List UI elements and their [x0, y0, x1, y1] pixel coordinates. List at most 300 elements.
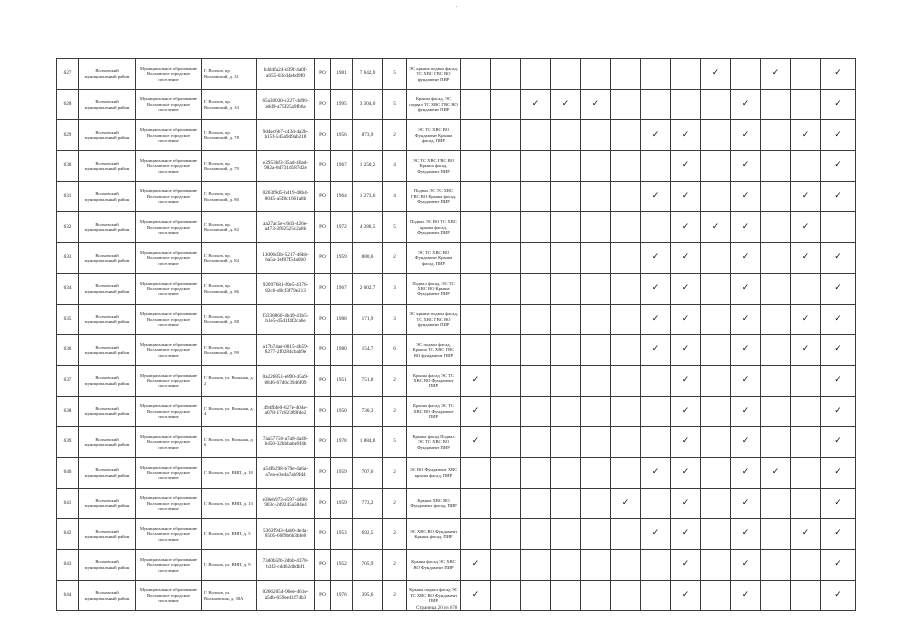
- address-cell: Г. Волхов, пр. Волховский, д. 33: [202, 89, 257, 120]
- count-cell: 3: [383, 273, 407, 304]
- count-cell: 2: [383, 519, 407, 550]
- empty-cell: [761, 304, 791, 335]
- empty-cell: [491, 120, 521, 151]
- area-cell: 1 250,2: [353, 151, 383, 182]
- count-cell: 4: [383, 151, 407, 182]
- empty-cell: [521, 212, 551, 243]
- year-cell: 1995: [331, 89, 353, 120]
- checkmark-icon: ✓: [761, 59, 791, 90]
- count-cell: 5: [383, 89, 407, 120]
- checkmark-icon: ✓: [461, 365, 491, 396]
- checkmark-icon: ✓: [731, 212, 761, 243]
- checkmark-icon: ✓: [671, 181, 701, 212]
- empty-cell: [461, 59, 491, 90]
- house-guid-cell: 494fbfe0-627e-404e-a078-17c82389fde2: [257, 396, 315, 427]
- year-cell: 1980: [331, 335, 353, 366]
- address-cell: Г. Волхов, пр. Волховский, д. 79: [202, 151, 257, 182]
- empty-cell: [791, 488, 821, 519]
- count-cell: 6: [383, 335, 407, 366]
- works-cell: ЭС ТС ХВС ВО Фундамент Крыша фасад, ПИР: [407, 243, 461, 274]
- empty-cell: [791, 59, 821, 90]
- address-cell: Г. Волхов, пр. Волховский, д. 82: [202, 212, 257, 243]
- empty-cell: [521, 335, 551, 366]
- empty-cell: [701, 335, 731, 366]
- empty-cell: [761, 243, 791, 274]
- type-cell: РО: [315, 304, 331, 335]
- row-number: 636: [57, 335, 79, 366]
- empty-cell: [701, 151, 731, 182]
- checkmark-icon: ✓: [611, 488, 641, 519]
- table-row: [57, 59, 856, 90]
- works-cell: Крыша фасад ЭС ТС ХВС ВО Фундамент ПИР: [407, 396, 461, 427]
- table-row: [57, 89, 856, 120]
- empty-cell: [521, 457, 551, 488]
- table-row: [57, 151, 856, 182]
- checkmark-icon: ✓: [641, 457, 671, 488]
- address-cell: Г. Волхов, ул. ВНП, д. 13: [202, 488, 257, 519]
- empty-cell: [581, 335, 611, 366]
- house-guid-cell: 0263f9d5-b419-48b4-8045-a5f8c1661a8b: [257, 181, 315, 212]
- works-cell: Крыша фасад ЭС ТС ХВС ВО Фундамент ПИР: [407, 365, 461, 396]
- year-cell: 1952: [331, 550, 353, 581]
- year-cell: 1981: [331, 59, 353, 90]
- empty-cell: [581, 580, 611, 611]
- district-cell: Волховский муниципальный район: [79, 488, 136, 519]
- empty-cell: [761, 89, 791, 120]
- empty-cell: [551, 580, 581, 611]
- empty-cell: [491, 457, 521, 488]
- settlement-cell: Муниципальное образование Волховское городское поселение: [136, 89, 202, 120]
- table-row: [57, 488, 856, 519]
- settlement-cell: Муниципальное образование Волховское городское поселение: [136, 212, 202, 243]
- type-cell: РО: [315, 488, 331, 519]
- area-cell: 3 304,0: [353, 89, 383, 120]
- empty-cell: [521, 181, 551, 212]
- checkmark-icon: ✓: [821, 488, 856, 519]
- checkmark-icon: ✓: [701, 59, 731, 90]
- empty-cell: [731, 59, 761, 90]
- empty-cell: [791, 365, 821, 396]
- checkmark-icon: ✓: [791, 181, 821, 212]
- empty-cell: [581, 120, 611, 151]
- checkmark-icon: ✓: [821, 120, 856, 151]
- empty-cell: [791, 427, 821, 458]
- settlement-cell: Муниципальное образование Волховское городское поселение: [136, 181, 202, 212]
- empty-cell: [551, 273, 581, 304]
- type-cell: РО: [315, 396, 331, 427]
- empty-cell: [461, 519, 491, 550]
- empty-cell: [551, 365, 581, 396]
- address-cell: Г. Волхов, ул. ВНП, д. 9: [202, 550, 257, 581]
- area-cell: 773,2: [353, 488, 383, 519]
- empty-cell: [461, 335, 491, 366]
- checkmark-icon: ✓: [461, 396, 491, 427]
- empty-cell: [761, 427, 791, 458]
- empty-cell: [461, 89, 491, 120]
- area-cell: 4 280,5: [353, 212, 383, 243]
- district-cell: Волховский муниципальный район: [79, 365, 136, 396]
- count-cell: 4: [383, 181, 407, 212]
- row-number: 633: [57, 243, 79, 274]
- checkmark-icon: ✓: [821, 273, 856, 304]
- district-cell: Волховский муниципальный район: [79, 457, 136, 488]
- empty-cell: [491, 519, 521, 550]
- year-cell: 1976: [331, 580, 353, 611]
- district-cell: Волховский муниципальный район: [79, 151, 136, 182]
- row-number: 630: [57, 151, 79, 182]
- empty-cell: [551, 151, 581, 182]
- empty-cell: [491, 427, 521, 458]
- empty-cell: [581, 212, 611, 243]
- checkmark-icon: ✓: [731, 396, 761, 427]
- checkmark-icon: ✓: [821, 427, 856, 458]
- house-guid-cell: e38eb973-e597-4d98-903c-2d9245a584e4: [257, 488, 315, 519]
- empty-cell: [521, 273, 551, 304]
- empty-cell: [551, 181, 581, 212]
- empty-cell: [701, 519, 731, 550]
- type-cell: РО: [315, 120, 331, 151]
- empty-cell: [491, 151, 521, 182]
- address-cell: Г. Волхов, пр. Волховский, д. 80: [202, 181, 257, 212]
- empty-cell: [581, 59, 611, 90]
- works-cell: Крыша фасад Подвал ЭС ТС ХВС ВО Фундамент ПИР: [407, 427, 461, 458]
- empty-cell: [701, 488, 731, 519]
- empty-cell: [671, 59, 701, 90]
- page-footer: Страница 20 из 678: [416, 606, 458, 611]
- checkmark-icon: ✓: [701, 212, 731, 243]
- type-cell: РО: [315, 212, 331, 243]
- empty-cell: [641, 365, 671, 396]
- address-cell: Г. Волхов, пр. Волховский, д. 99: [202, 335, 257, 366]
- year-cell: 1959: [331, 457, 353, 488]
- house-guid-cell: 9d4ec6b7-c43d-4a2b-b15f-545a9d9ab218: [257, 120, 315, 151]
- empty-cell: [581, 427, 611, 458]
- empty-cell: [521, 427, 551, 458]
- empty-cell: [761, 580, 791, 611]
- empty-cell: [611, 550, 641, 581]
- settlement-cell: Муниципальное образование Волховское городское поселение: [136, 550, 202, 581]
- area-cell: 692,5: [353, 519, 383, 550]
- empty-cell: [791, 151, 821, 182]
- house-guid-cell: a17b74ae-0815-4b59-8277-2f0284cbab9e: [257, 335, 315, 366]
- district-cell: Волховский муниципальный район: [79, 396, 136, 427]
- house-guid-cell: aa27ac5e-c0d3-426e-a473-2f62525c2a8b: [257, 212, 315, 243]
- year-cell: 1950: [331, 396, 353, 427]
- checkmark-icon: ✓: [641, 519, 671, 550]
- checkmark-icon: ✓: [671, 457, 701, 488]
- checkmark-icon: ✓: [821, 89, 856, 120]
- row-number: 634: [57, 273, 79, 304]
- row-number: 631: [57, 181, 79, 212]
- area-cell: 1 273,6: [353, 181, 383, 212]
- area-cell: 880,6: [353, 243, 383, 274]
- type-cell: РО: [315, 519, 331, 550]
- empty-cell: [491, 488, 521, 519]
- empty-cell: [701, 580, 731, 611]
- count-cell: 2: [383, 550, 407, 581]
- checkmark-icon: ✓: [671, 580, 701, 611]
- settlement-cell: Муниципальное образование Волховское городское поселение: [136, 243, 202, 274]
- scan-mark: [456, 6, 457, 7]
- empty-cell: [581, 550, 611, 581]
- register-body: [57, 59, 856, 611]
- year-cell: 1978: [331, 427, 353, 458]
- empty-cell: [551, 120, 581, 151]
- empty-cell: [551, 488, 581, 519]
- checkmark-icon: ✓: [791, 335, 821, 366]
- empty-cell: [611, 181, 641, 212]
- empty-cell: [671, 89, 701, 120]
- empty-cell: [701, 89, 731, 120]
- checkmark-icon: ✓: [671, 212, 701, 243]
- settlement-cell: Муниципальное образование Волховское городское поселение: [136, 304, 202, 335]
- row-number: 639: [57, 427, 79, 458]
- type-cell: РО: [315, 457, 331, 488]
- checkmark-icon: ✓: [641, 243, 671, 274]
- area-cell: 395,6: [353, 580, 383, 611]
- count-cell: 3: [383, 304, 407, 335]
- table-row: [57, 335, 856, 366]
- empty-cell: [701, 181, 731, 212]
- table-row: [57, 243, 856, 274]
- empty-cell: [701, 243, 731, 274]
- empty-cell: [761, 120, 791, 151]
- checkmark-icon: ✓: [791, 212, 821, 243]
- empty-cell: [491, 365, 521, 396]
- checkmark-icon: ✓: [461, 580, 491, 611]
- empty-cell: [551, 519, 581, 550]
- district-cell: Волховский муниципальный район: [79, 550, 136, 581]
- house-guid-cell: 65a30030-c227-4d96-a0d9-a75f25a9fb6a: [257, 89, 315, 120]
- empty-cell: [701, 457, 731, 488]
- checkmark-icon: ✓: [671, 365, 701, 396]
- count-cell: 2: [383, 457, 407, 488]
- empty-cell: [521, 243, 551, 274]
- empty-cell: [491, 580, 521, 611]
- type-cell: РО: [315, 181, 331, 212]
- checkmark-icon: ✓: [761, 457, 791, 488]
- count-cell: 5: [383, 212, 407, 243]
- empty-cell: [521, 151, 551, 182]
- empty-cell: [551, 427, 581, 458]
- checkmark-icon: ✓: [791, 304, 821, 335]
- empty-cell: [611, 427, 641, 458]
- empty-cell: [611, 304, 641, 335]
- empty-cell: [461, 120, 491, 151]
- empty-cell: [491, 181, 521, 212]
- year-cell: 1967: [331, 151, 353, 182]
- empty-cell: [551, 304, 581, 335]
- empty-cell: [581, 273, 611, 304]
- empty-cell: [581, 181, 611, 212]
- table-row: [57, 427, 856, 458]
- empty-cell: [551, 59, 581, 90]
- empty-cell: [551, 396, 581, 427]
- checkmark-icon: ✓: [671, 519, 701, 550]
- empty-cell: [461, 181, 491, 212]
- district-cell: Волховский муниципальный район: [79, 89, 136, 120]
- house-guid-cell: e2953bf3-35ad-40ad-982a-8d731d587d2e: [257, 151, 315, 182]
- checkmark-icon: ✓: [551, 89, 581, 120]
- year-cell: 1956: [331, 120, 353, 151]
- empty-cell: [521, 550, 551, 581]
- row-number: 641: [57, 488, 79, 519]
- empty-cell: [611, 243, 641, 274]
- settlement-cell: Муниципальное образование Волховское городское поселение: [136, 396, 202, 427]
- checkmark-icon: ✓: [821, 181, 856, 212]
- area-cell: 705,9: [353, 550, 383, 581]
- checkmark-icon: ✓: [731, 519, 761, 550]
- empty-cell: [641, 89, 671, 120]
- count-cell: 2: [383, 580, 407, 611]
- checkmark-icon: ✓: [731, 120, 761, 151]
- works-cell: Подвал ЭС ВО ТС ХВС крыша фасад, Фундамент ПИР: [407, 212, 461, 243]
- empty-cell: [551, 457, 581, 488]
- empty-cell: [581, 151, 611, 182]
- district-cell: Волховский муниципальный район: [79, 243, 136, 274]
- checkmark-icon: ✓: [641, 335, 671, 366]
- empty-cell: [611, 120, 641, 151]
- checkmark-icon: ✓: [731, 457, 761, 488]
- checkmark-icon: ✓: [731, 181, 761, 212]
- empty-cell: [521, 580, 551, 611]
- house-guid-cell: 13006d3b-5217-46bb-ba5a-1ef87f54a0b0: [257, 243, 315, 274]
- count-cell: 2: [383, 120, 407, 151]
- empty-cell: [461, 243, 491, 274]
- empty-cell: [701, 273, 731, 304]
- empty-cell: [761, 550, 791, 581]
- area-cell: 1 884,8: [353, 427, 383, 458]
- address-cell: Г. Волхов, пр. Волховский, д. 86: [202, 273, 257, 304]
- empty-cell: [551, 243, 581, 274]
- district-cell: Волховский муниципальный район: [79, 519, 136, 550]
- empty-cell: [791, 89, 821, 120]
- checkmark-icon: ✓: [731, 335, 761, 366]
- house-guid-cell: 02662054-96ee-461e-a5db-659ee41f74b3: [257, 580, 315, 611]
- checkmark-icon: ✓: [671, 151, 701, 182]
- empty-cell: [611, 151, 641, 182]
- empty-cell: [491, 335, 521, 366]
- checkmark-icon: ✓: [461, 427, 491, 458]
- checkmark-icon: ✓: [461, 550, 491, 581]
- empty-cell: [581, 243, 611, 274]
- checkmark-icon: ✓: [821, 396, 856, 427]
- year-cell: 1959: [331, 243, 353, 274]
- empty-cell: [791, 580, 821, 611]
- type-cell: РО: [315, 580, 331, 611]
- checkmark-icon: ✓: [731, 89, 761, 120]
- district-cell: Волховский муниципальный район: [79, 120, 136, 151]
- type-cell: РО: [315, 151, 331, 182]
- empty-cell: [701, 304, 731, 335]
- table-row: [57, 304, 856, 335]
- empty-cell: [701, 550, 731, 581]
- district-cell: Волховский муниципальный район: [79, 181, 136, 212]
- address-cell: Г. Волхов, ул. Вольная, д. 4: [202, 396, 257, 427]
- settlement-cell: Муниципальное образование Волховское городское поселение: [136, 335, 202, 366]
- empty-cell: [611, 457, 641, 488]
- empty-cell: [641, 396, 671, 427]
- checkmark-icon: ✓: [791, 519, 821, 550]
- empty-cell: [821, 212, 856, 243]
- works-cell: Крыша подвал фасад ЭС ТС ХВС ВО Фундамент ПИР: [407, 580, 461, 611]
- empty-cell: [521, 59, 551, 90]
- year-cell: 1967: [331, 273, 353, 304]
- empty-cell: [761, 488, 791, 519]
- empty-cell: [551, 550, 581, 581]
- empty-cell: [581, 519, 611, 550]
- empty-cell: [581, 365, 611, 396]
- empty-cell: [551, 212, 581, 243]
- count-cell: 2: [383, 488, 407, 519]
- area-cell: 7 642,0: [353, 59, 383, 90]
- empty-cell: [611, 396, 641, 427]
- district-cell: Волховский муниципальный район: [79, 427, 136, 458]
- type-cell: РО: [315, 335, 331, 366]
- checkmark-icon: ✓: [821, 457, 856, 488]
- empty-cell: [461, 151, 491, 182]
- table-row: [57, 212, 856, 243]
- empty-cell: [701, 396, 731, 427]
- empty-cell: [761, 365, 791, 396]
- settlement-cell: Муниципальное образование Волховское городское поселение: [136, 457, 202, 488]
- row-number: 640: [57, 457, 79, 488]
- empty-cell: [641, 212, 671, 243]
- checkmark-icon: ✓: [671, 304, 701, 335]
- row-number: 637: [57, 365, 79, 396]
- empty-cell: [521, 365, 551, 396]
- type-cell: РО: [315, 89, 331, 120]
- house-guid-cell: 73d0b5f6-2dbb-4378-b3f2-cdd62dbdbf1: [257, 550, 315, 581]
- checkmark-icon: ✓: [731, 488, 761, 519]
- address-cell: Г. Волхов, пр. Волховский, д. 78: [202, 120, 257, 151]
- empty-cell: [791, 273, 821, 304]
- checkmark-icon: ✓: [671, 488, 701, 519]
- district-cell: Волховский муниципальный район: [79, 273, 136, 304]
- empty-cell: [611, 59, 641, 90]
- works-cell: Крыша фасад, ЭС подвал ТС ХВС ГВС ВО фундамент ПИР: [407, 89, 461, 120]
- checkmark-icon: ✓: [671, 550, 701, 581]
- count-cell: 5: [383, 427, 407, 458]
- checkmark-icon: ✓: [581, 89, 611, 120]
- area-cell: 154,7: [353, 335, 383, 366]
- empty-cell: [791, 550, 821, 581]
- type-cell: РО: [315, 59, 331, 90]
- empty-cell: [761, 212, 791, 243]
- settlement-cell: Муниципальное образование Волховское городское поселение: [136, 273, 202, 304]
- empty-cell: [491, 550, 521, 581]
- empty-cell: [611, 89, 641, 120]
- empty-cell: [491, 59, 521, 90]
- empty-cell: [491, 212, 521, 243]
- type-cell: РО: [315, 365, 331, 396]
- table-row: [57, 181, 856, 212]
- checkmark-icon: ✓: [821, 243, 856, 274]
- address-cell: Г. Волхов, ул. Вольная, д. 6: [202, 427, 257, 458]
- checkmark-icon: ✓: [731, 304, 761, 335]
- row-number: 629: [57, 120, 79, 151]
- empty-cell: [701, 120, 731, 151]
- empty-cell: [641, 488, 671, 519]
- table-row: [57, 273, 856, 304]
- empty-cell: [491, 304, 521, 335]
- checkmark-icon: ✓: [641, 181, 671, 212]
- house-guid-cell: f3338860-4b49-43b5-b1e5-d5d1f4f2ca6e: [257, 304, 315, 335]
- address-cell: Г. Волхов, ул. ВНП, д. 10: [202, 457, 257, 488]
- checkmark-icon: ✓: [821, 59, 856, 90]
- district-cell: Волховский муниципальный район: [79, 335, 136, 366]
- empty-cell: [581, 488, 611, 519]
